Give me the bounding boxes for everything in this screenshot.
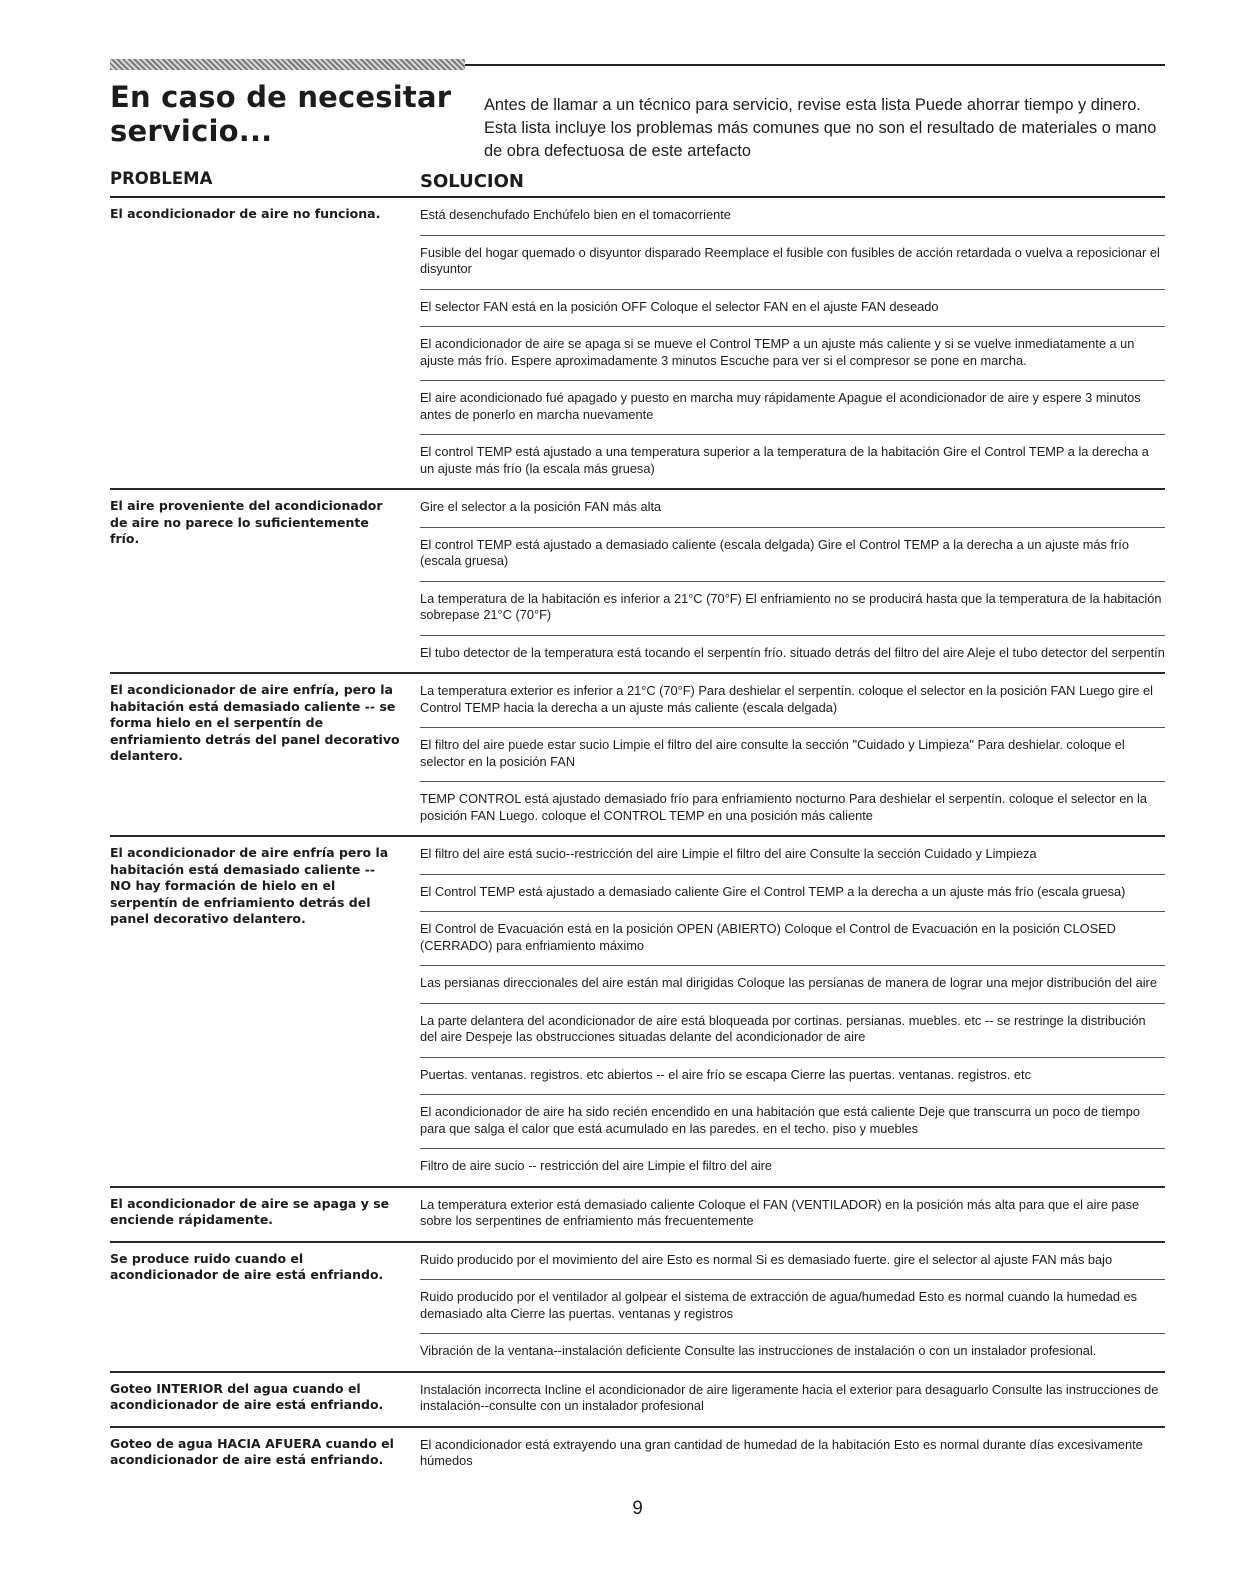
troubleshooting-table bbox=[110, 198, 1165, 1481]
solution-item: La temperatura exterior es inferior a 21°C (70°F) Para deshielar el serpentín. coloque el selector en la posición FAN Luego gire el Control TEMP hacia la derecha a un ajuste más caliente (escala delgada) bbox=[420, 674, 1165, 728]
problem-text: Goteo de agua HACIA AFUERA cuando el acondicionador de aire está enfriando. bbox=[110, 1435, 394, 1467]
solution-item: Gire el selector a la posición FAN más alta bbox=[420, 490, 1165, 528]
solution-item: El aire acondicionado fué apagado y puesto en marcha muy rápidamente Apague el acondicionador de aire y espere 3 minutos antes de ponerlo en marcha nuevamente bbox=[420, 381, 1165, 435]
page-number: 9 bbox=[632, 1498, 643, 1519]
solution-item: Puertas. ventanas. registros. etc abiertos -- el aire frío se escapa Cierre las puertas. ventanas. registros. etc bbox=[420, 1058, 1165, 1096]
problem-text: El acondicionador de aire se apaga y se enciende rápidamente. bbox=[110, 1195, 390, 1227]
solution-list bbox=[410, 1373, 1165, 1426]
solution-item: Las persianas direccionales del aire están mal dirigidas Coloque las persianas de manera de lograr una mejor distribución del aire bbox=[420, 966, 1165, 1004]
problem-group bbox=[110, 1373, 1165, 1428]
solution-list bbox=[410, 198, 1165, 488]
problem-group bbox=[110, 674, 1165, 837]
problem-text: Se produce ruido cuando el acondicionador de aire está enfriando. bbox=[110, 1250, 384, 1282]
solution-item: Filtro de aire sucio -- restricción del aire Limpie el filtro del aire bbox=[420, 1158, 773, 1173]
solution-list bbox=[410, 674, 1165, 835]
solution-item: El acondicionador está extrayendo una gran cantidad de humedad de la habitación Esto es normal durante días excesivamente húmedos bbox=[420, 1436, 1143, 1468]
solution-list bbox=[410, 490, 1165, 672]
solution-item: El control TEMP está ajustado a una temperatura superior a la temperatura de la habitación Gire el Control TEMP a la derecha a un ajuste más frío (la escala más gruesa) bbox=[420, 444, 1149, 476]
column-header-solution: SOLUCION bbox=[420, 171, 524, 192]
problem-text: El acondicionador de aire no funciona. bbox=[110, 206, 381, 221]
solution-item: La temperatura de la habitación es inferior a 21°C (70°F) El enfriamiento no se producirá hasta que la temperatura de la habitación sobrepase 21°C (70°F) bbox=[420, 582, 1165, 636]
solution-item: Ruido producido por el ventilador al golpear el sistema de extracción de agua/humedad Esto es normal cuando la humedad es demasiado alta Cierre las puertas. ventanas y registros bbox=[420, 1280, 1165, 1334]
solution-item: El acondicionador de aire ha sido recién encendido en una habitación que está caliente Deje que transcurra un poco de tiempo para que salga el calor que está acumulado en las paredes. en el techo. piso y muebles bbox=[420, 1095, 1165, 1149]
solution-item: El tubo detector de la temperatura está tocando el serpentín frío. situado detrás del filtro del aire Aleje el tubo detector del serpentín bbox=[420, 644, 1165, 660]
solution-item: Está desenchufado Enchúfelo bien en el tomacorriente bbox=[420, 198, 1165, 236]
solution-item: Ruido producido por el movimiento del aire Esto es normal Si es demasiado fuerte. gire el selector al ajuste FAN más bajo bbox=[420, 1243, 1165, 1281]
problem-group bbox=[110, 1243, 1165, 1373]
header-rule bbox=[110, 56, 1165, 70]
solution-item: El filtro del aire puede estar sucio Limpie el filtro del aire consulte la sección "Cuidado y Limpieza" Para deshielar. coloque el selector en la posición FAN bbox=[420, 728, 1165, 782]
title-line-2: servicio... bbox=[110, 114, 273, 148]
title-line-1: En caso de necesitar bbox=[110, 80, 452, 114]
solution-list bbox=[410, 1428, 1165, 1481]
intro-paragraph: Antes de llamar a un técnico para servicio, revise esta lista Puede ahorrar tiempo y dinero. Esta lista incluye los problemas más comunes que no son el resultado de materiales o mano de obra defectuosa de este artefacto bbox=[484, 96, 1157, 160]
problem-group bbox=[110, 837, 1165, 1188]
solution-item: Fusible del hogar quemado o disyuntor disparado Reemplace el fusible con fusibles de acción retardada o vuelva a reposicionar el disyuntor bbox=[420, 236, 1165, 290]
solution-item: TEMP CONTROL está ajustado demasiado frío para enfriamiento nocturno Para deshielar el serpentín. coloque el selector en la posición FAN Luego. coloque el CONTROL TEMP en una posición más caliente bbox=[420, 791, 1147, 823]
column-header-problem: PROBLEMA bbox=[110, 169, 213, 188]
problem-text: Goteo INTERIOR del agua cuando el acondicionador de aire está enfriando. bbox=[110, 1380, 384, 1412]
problem-text: El acondicionador de aire enfría, pero la habitación está demasiado caliente -- se forma hielo en el serpentín de enfriamiento detrás del panel decorativo delantero. bbox=[110, 682, 400, 763]
solution-list bbox=[410, 1243, 1165, 1371]
solution-item: El filtro del aire está sucio--restricción del aire Limpie el filtro del aire Consulte la sección Cuidado y Limpieza bbox=[420, 837, 1165, 875]
problem-group bbox=[110, 1188, 1165, 1243]
solution-list bbox=[410, 1188, 1165, 1241]
problem-text: El aire proveniente del acondicionador de aire no parece lo suficientemente frío. bbox=[110, 498, 383, 546]
solution-item: Vibración de la ventana--instalación deficiente Consulte las instrucciones de instalación o con un instalador profesional. bbox=[420, 1343, 1097, 1358]
solution-item: El acondicionador de aire se apaga si se mueve el Control TEMP a un ajuste más caliente y si se vuelve inmediatamente a un ajuste más frío. Espere aproximadamente 3 minutos Escuche para ver si el compresor se pone en marcha. bbox=[420, 327, 1165, 381]
solution-item: La temperatura exterior está demasiado caliente Coloque el FAN (VENTILADOR) en la posición más alta para que el aire pase sobre los serpentines de enfriamiento más frecuentemente bbox=[420, 1196, 1140, 1228]
solution-item: El selector FAN está en la posición OFF Coloque el selector FAN en el ajuste FAN deseado bbox=[420, 290, 1165, 328]
solution-item: El control TEMP está ajustado a demasiado caliente (escala delgada) Gire el Control TEMP a la derecha a un ajuste más frío (escala gruesa) bbox=[420, 528, 1165, 582]
solution-list bbox=[410, 837, 1165, 1186]
header-hatch-bar bbox=[110, 59, 465, 70]
solution-item: Instalación incorrecta Incline el acondicionador de aire ligeramente hacia el exterior para desaguarlo Consulte las instrucciones de instalación--consulte con un instalador profesional bbox=[420, 1381, 1159, 1413]
problem-group bbox=[110, 1428, 1165, 1481]
solution-item: La parte delantera del acondicionador de aire está bloqueada por cortinas. persianas. muebles. etc -- se restringe la distribución del aire Despeje las obstrucciones situadas delante del acondicionador de aire bbox=[420, 1004, 1165, 1058]
problem-group bbox=[110, 198, 1165, 490]
problem-group bbox=[110, 490, 1165, 674]
problem-text: El acondicionador de aire enfría pero la habitación está demasiado caliente -- NO hay formación de hielo en el serpentín de enfriamiento detrás del panel decorativo delantero. bbox=[110, 845, 389, 926]
solution-item: El Control TEMP está ajustado a demasiado caliente Gire el Control TEMP a la derecha a un ajuste más frío (escala gruesa) bbox=[420, 875, 1165, 913]
header-line bbox=[465, 64, 1165, 66]
solution-item: El Control de Evacuación está en la posición OPEN (ABIERTO) Coloque el Control de Evacuación en la posición CLOSED (CERRADO) para enfriamiento máximo bbox=[420, 912, 1165, 966]
page-title bbox=[110, 80, 451, 148]
